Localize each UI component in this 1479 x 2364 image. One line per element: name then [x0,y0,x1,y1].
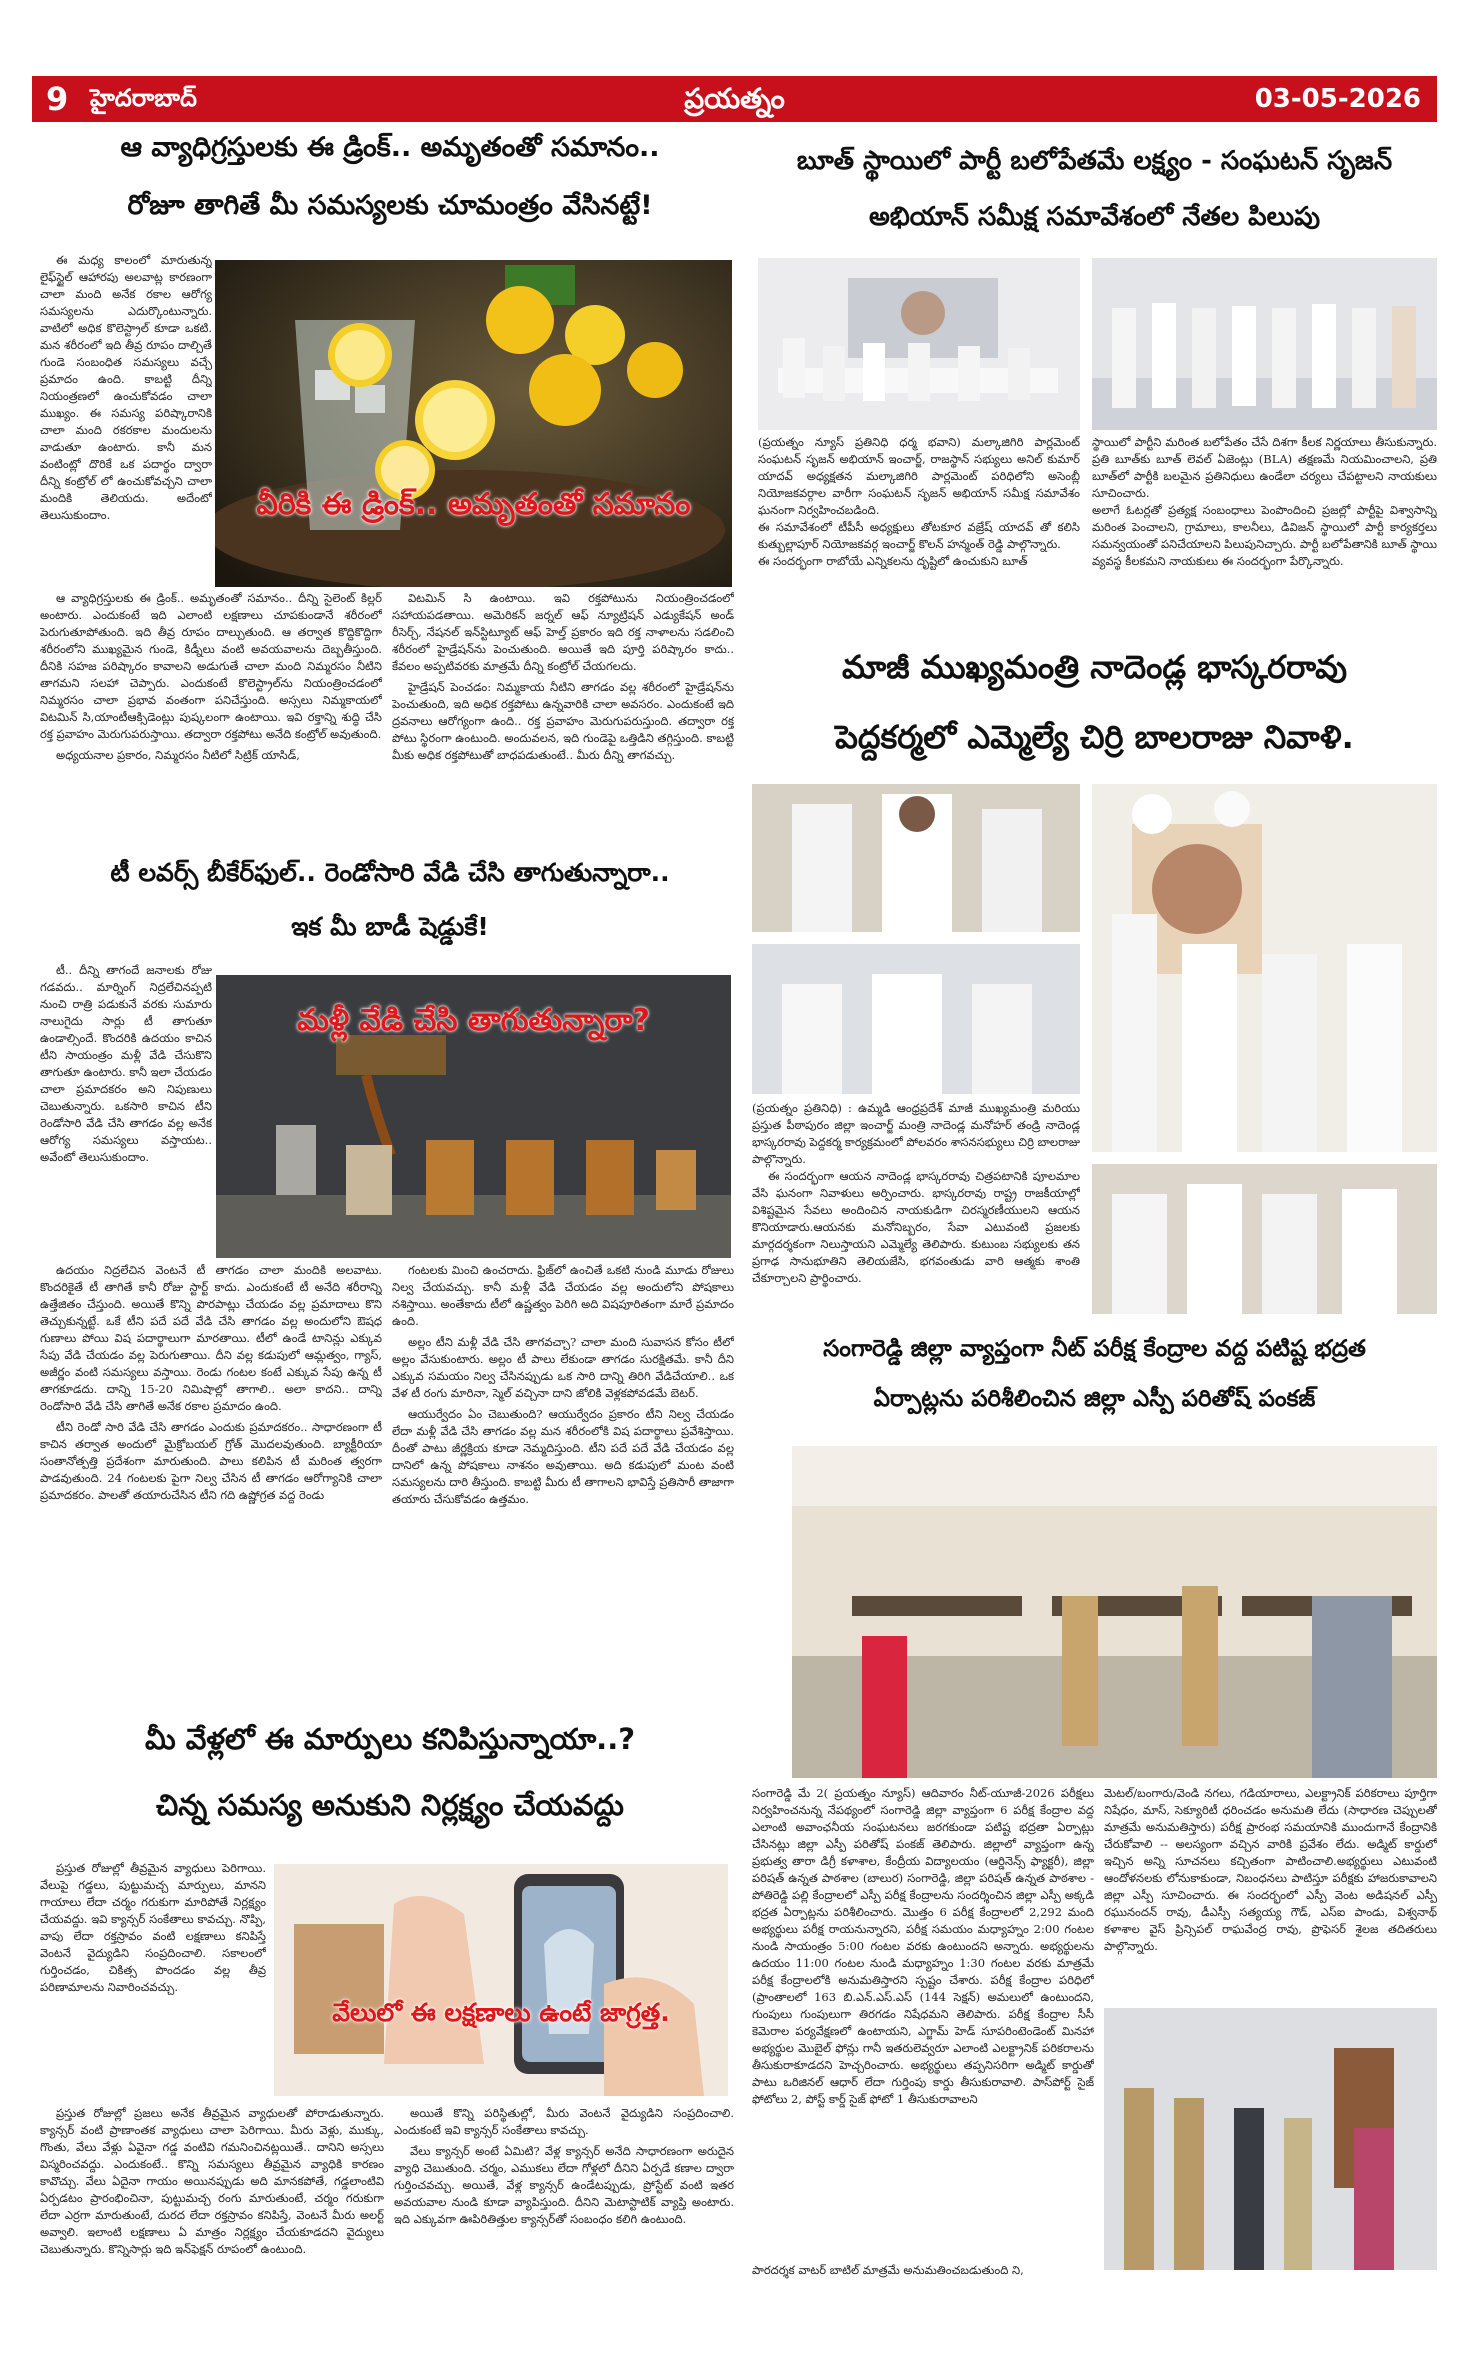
cm-portrait-photo [1092,784,1437,1152]
booth-headline-2: అభియాన్ సమీక్ష సమావేశంలో నేతల పిలుపు [868,202,1321,232]
tea-paragraph: టీ.. దీన్ని తాగందే జనాలకు రోజు గడవదు.. మార్నింగ్ నిద్రలేచినప్పటి నుంచి రాత్రి పడుకునే వరకు సుమారు నాలుగైదు సార్లు టీ తాగుతూ ఉండాల్సిందే. కొందరికి ఉదయం కాచిన టీని సాయంత్రం మళ్లీ వేడి చేసుకొని తాగుతూ ఉంటారు. కానీ ఇలా చేయడం చాలా ప్రమాదకరం అని నిపుణులు చెబుతున్నారు. ఒకసారి కాచిన టీని రెండోసారి వేడి చేసి తాగడం వల్ల అనేక ఆరోగ్య సమస్యలు వస్తాయట.. అవేంటో తెలుసుకుందాం. [40,963,212,1164]
neet-body-tail [752,2262,1437,2302]
tribute-illustration [752,944,1080,1094]
drink-paragraph: ఆ వ్యాధిగ్రస్తులకు ఈ డ్రింక్.. అమృతంతో సమానం.. దీన్ని సైలెంట్ కిల్లర్ అంటారు. ఎందుకంటే ఇది ఎలాంటి లక్షణాలు చూపకుండానే శరీరంలో పెరుగుతూపోతుంది. ఇది తీవ్ర రూపం దాల్చుతుంది. ఆ తర్వాత కొద్దికొద్దిగా శరీరంలోని ముఖ్యమైన గుండె, కిడ్నీలు వంటి అవయవాలను దెబ్బతీస్తుంది. దీనికి సహజ పరిష్కారం కావాలని అడుగుతే చాలా మంది నిమ్మరసం నీటిని తాగమని సలహా చెప్పారు. ఎందుకంటే కొలెస్ట్రాల్‌ను నియంత్రించడంలో నిమ్మరసం చాలా ప్రభావ వంతంగా పనిచేస్తుంది. అస్సలు నిమ్మకాయలో విటమిన్ సి,యాంటీఆక్సిడెంట్లు పుష్కలంగా ఉంటాయి. ఇవి రక్తాన్ని శుద్ధి చేసి రక్త ప్రవాహం మెరుగుపరుస్తాయి. తద్వారా రక్తపోటు అనేది కంట్రోల్ అవుతుంది. [40,591,382,741]
drink-headline-2: రోజూ తాగితే మీ సమస్యలకు చూమంత్రం వేసినట్టే! [127,190,653,221]
nails-body-col1 [40,1860,266,2102]
drink-paragraph: ఈ మధ్య కాలంలో మారుతున్న లైఫ్‌స్టైల్ ఆహారపు అలవాట్ల కారణంగా చాలా మంది అనేక రకాల ఆరోగ్య సమస్యలను ఎదుర్కొంటున్నారు. వాటిలో అధిక కొలెస్ట్రాల్ కూడా ఒకటి. మన శరీరంలో ఇది తీవ్ర రూపం దాల్చితే గుండె సంబంధిత సమస్యలు వచ్చే ప్రమాదం ఉంది. కాబట్టి దీన్ని నియంత్రణలో ఉంచుకోవడం చాలా ముఖ్యం. ఈ సమస్య పరిష్కారానికి చాలా మంది రకరకాల మందులను వాడుతూ ఉంటారు. కానీ మన వంటింట్లో దొరికే ఒక పదార్థం ద్వారా దీన్ని కంట్రోల్ లో ఉంచుకోవచ్చని చాలా మందికి తెలియదు. అదేంటో తెలుసుకుందాం. [40,253,212,522]
booth-body-col1 [758,434,1080,598]
lemon-water-illustration [215,260,732,587]
edition-date: 03-05-2026 [1254,84,1421,114]
booth-meeting-photo-1 [758,258,1080,430]
nails-headline-2: చిన్న సమస్య అనుకుని నిర్లక్ష్యం చేయవద్దు [156,1788,624,1822]
tea-paragraph: అల్లం టీని మళ్లీ వేడి చేసి తాగవచ్చా? చాలా మంది సువాసన కోసం టీలో అల్లం వేసుకుంటారు. అల్లం టీ పాలు లేకుండా తాగడం సురక్షితమే. కానీ దీని ఎక్కువ సమయం నిల్వ చేసినప్పుడు ఒక సారి దాన్ని తిరిగి వేడిచేయాలి.. ఒక వేళ టీ రంగు మారినా, స్మెల్ వచ్చినా దాని జోలికి వెళ్లకపోవడమే బెటర్. [392,1335,734,1400]
masthead-bar [32,76,1437,122]
exam-hall-illustration [792,1446,1437,1778]
drink-paragraph: అధ్యయనాల ప్రకారం, నిమ్మరసం నీటిలో సిట్రిక్ యాసిడ్, [56,748,300,762]
drink-paragraph: హైడ్రేషన్ పెంచడం: నిమ్మకాయ నీటిని తాగడం వల్ల శరీరంలో హైడ్రేషన్‌ను పెంచుతుంది, ఇది అధిక రక్తపోటు ఉన్నవారికి చాలా అవసరం. ఎందుకంటే ఇది ద్రవనాలు ఆరోగ్యంగా ఉంది.. రక్త ప్రవాహం మెరుగుపరుస్తుంది. తద్వారా రక్త పోటు స్థిరంగా ఉంటుంది. అందువలన, ఇది గుండెపై ఒత్తిడిని తగ్గిస్తుంది. కాబట్టి మీకు అధిక రక్తపోటుతో బాధపడుతుంటే.. మీరు దీన్ని తాగవచ్చు. [392,680,734,762]
tea-body-col1 [40,962,212,1256]
tea-body-col2 [392,1262,734,1672]
cm-paragraph: (ప్రయత్నం ప్రతినిధి) : ఉమ్మడి ఆంధ్రప్రదేశ్ మాజీ ముఖ్యమంత్రి మరియు ప్రస్తుత పీఠాపురం జిల్లా ఇంచార్జ్ మంత్రి నాదెండ్ల మనోహర్ తండ్రి నాదెండ్ల భాస్కరరావు పెద్దకర్మ కార్యక్రమంలో పోలవరం శాసనసభ్యులు చిర్రి బాలరాజు పాల్గొన్నారు. [752,1101,1080,1166]
edition-city: హైదరాబాద్ [90,84,197,112]
booth-paragraph: అలాగే ఓటర్లతో ప్రత్యక్ష సంబంధాలు పెంపొందించి ప్రజల్లో పార్టీపై విశ్వాసాన్ని మరింత పెంచాలని, గ్రామాలు, కాలనీలు, డివిజన్ స్థాయిలో పార్టీ కార్యకర్తలు సమన్వయంతో పనిచేయాలని పిలుపునిచ్చారు. పార్టీ బలోపేతానికి బూత్ స్థాయి వ్యవస్థ కీలకమని నాయకులు ఈ సందర్భంగా పేర్కొన్నారు. [1092,503,1437,568]
tea-paragraph: ఆయుర్వేదం ఏం చెబుతుంది? ఆయుర్వేదం ప్రకారం టీని నిల్వ చేయడం లేదా మళ్లీ వేడి చేసి తాగడం వల్ల మన శరీరంలోకి విష పదార్థాలు ప్రవేశిస్తాయి. దీంతో పాటు జీర్ణక్రియ కూడా నెమ్మదిస్తుంది. టీని పదే పదే వేడి చేయడం వల్ల దానిలో ఉన్న పోషకాలు నాశనం అవుతాయి. అది కడుపులో మంట వంటి సమస్యలను దారి తీస్తుంది. కాబట్టి మీరు టీ తాగాలని భావిస్తే ప్రతిసారీ తాజాగా తయారు చేసుకోవడం ఉత్తమం. [392,1407,734,1506]
nails-paragraph: వేలు క్యాన్సర్ అంటే ఏమిటి? వేళ్ల క్యాన్సర్ అనేది సాధారణంగా అరుదైన వ్యాధి చెబుతుంది. చర్మం, ఎముకలు లేదా గోళ్లలో దీనిని ఏర్పడే కణాల ద్వారా గుర్తించవచ్చు. అయితే, వేళ్ల క్యాన్సర్ ఉండేటప్పుడు, ప్రోస్టేట్ వంటి ఇతర అవయవాల నుండి కూడా వ్యాపిస్తుంది. దీనిని మెటాస్టాటిక్ వ్యాప్తి అంటారు. ఇది ఎక్కువగా ఊపిరితిత్తుల క్యాన్సర్‌తో సంబంధం కలిగి ఉంటుంది. [394,2144,734,2226]
neet-body-col2 [1104,1785,1437,1969]
neet-headline-1: సంగారెడ్డి జిల్లా వ్యాప్తంగా నీట్ పరీక్ష కేంద్రాల వద్ద పటిష్ట భద్రత [823,1336,1366,1362]
booth-paragraph: ఈ సందర్భంగా రాబోయే ఎన్నికలను దృష్టిలో ఉంచుకుని బూత్ [758,554,1028,568]
tea-headline-2: ఇక మీ బాడీ షెడ్డుకే! [291,912,489,941]
neet-body-col1 [752,1785,1094,2255]
neet-paragraph: పారదర్శక వాటర్ బాటిల్ మాత్రమే అనుమతించబడుతుంది ని, [752,2263,1024,2277]
tribute-illustration [1092,1164,1437,1314]
booth-body-col2 [1092,434,1437,598]
nails-paragraph: ప్రస్తుత రోజుల్లో తీవ్రమైన వ్యాధులు పెరిగాయి. వేలుపై గడ్డలు, పుట్టుమచ్చ మార్పులు, మానని గాయాలు లేదా చర్మం గరుకుగా మారిపోతే నిర్లక్ష్యం చేయవద్దు. ఇవి క్యాన్సర్ సంకేతాలు కావచ్చు. నొప్పి, వాపు లేదా రక్తస్రావం వంటి లక్షణాలు కనిపిస్తే వెంటనే వైద్యుడిని సంప్రదించాలి. సకాలంలో గుర్తించడం, చికిత్స పొందడం వల్ల తీవ్ర పరిణామాలను నివారించవచ్చు. [40,1861,266,1994]
tea-image-caption: మళ్లీ వేడి చేసి తాగుతున్నారా? [297,1003,650,1038]
neet-inspection-photo [792,1446,1437,1778]
nails-paragraph: అయితే కొన్ని పరిస్థితుల్లో, మీరు వెంటనే వైద్యుడిని సంప్రదించాలి. ఎందుకంటే ఇవి క్యాన్సర్ సంకేతాలు కావచ్చు. [394,2106,734,2137]
tea-paragraph: గంటలకు మించి ఉంచరాదు. ఫ్రిజ్‌లో ఉంచితే ఒకటి నుండి మూడు రోజులు నిల్వ చేయవచ్చు. కానీ మళ్లీ వేడి చేయడం వల్ల అందులోని పోషకాలు నశిస్తాయి. అంతేకాదు టీలో ఉష్ణత్వం పెరిగి అది విషపూరితంగా మారే ప్రమాదం ఉంది. [392,1263,734,1328]
drink-headline-1: ఆ వ్యాధిగ్రస్తులకు ఈ డ్రింక్.. అమృతంతో సమానం.. [120,132,660,163]
neet-paragraph: మెటల్/బంగారు/వెండి నగలు, గడియారాలు, ఎలక్ట్రానిక్ పరికరాలు పూర్తిగా నిషేధం, మాస్, సెక్యూరిటీ ధరించడం అనుమతి లేదు (సాధారణ చెప్పులతో మాత్రమే అనుమతిస్తారు) పరీక్ష ప్రారంభ సమయానికి ముందుగానే కేంద్రానికి చేరుకోవాలి -- అలస్యంగా వచ్చిన వారికి ప్రవేశం లేదు. అడ్మిట్ కార్డులో ఇచ్చిన అన్ని సూచనలు కచ్చితంగా పాటించాలి.అభ్యర్థులు ఎటువంటి ఆందోళనలకు లోనుకాకుండా, నిబంధనలు పాటిస్తూ పరీక్షకు హాజరుకావాలని జిల్లా ఎస్పీ సూచించారు. ఈ సందర్భంలో ఎస్పీ వెంట అడిషనల్ ఎస్పీ రఘునందన్ రావు, డీఎస్పీ సత్యయ్య గౌడ్, ఎస్ఐ పాండు, విశ్వనాథ్ కళాశాల వైస్ ప్రిన్సిపల్ రాఘవేంద్ర రావు, ప్రొఫెసర్ శైలజ తదితరులు పాల్గొన్నారు. [1104,1786,1437,1953]
nails-body-col1b [40,2105,384,2325]
tribute-illustration [752,784,1080,932]
cm-caption-col1 [752,1100,1080,1310]
tea-body-col1b [40,1262,382,1672]
booth-paragraph: (ప్రయత్నం న్యూస్ ప్రతినిధి ధర్మ భవాని) మల్కాజిగిరి పార్లమెంట్ సంఘటన్ సృజన్ అభియాన్ ఇంచార్జ్, రాజస్థాన్ సభ్యులు అనిల్ కుమార్ యాదవ్ అధ్యక్షతన మల్కాజిగిరి పార్లమెంట్ పరిధిలోని అసెంబ్లీ నియోజకవర్గాల వారీగా సంఘటన్ సృజన్ అభియాన్ సమీక్ష సమావేశం ఘనంగా నిర్వహించబడింది. [758,435,1080,517]
drink-image-caption: వీరికి ఈ డ్రింక్.. అమృతంతో సమానం [256,487,691,522]
booth-meeting-photo-2 [1092,258,1437,430]
booth-paragraph: స్థాయిలో పార్టీని మరింత బలోపేతం చేసే దిశగా కీలక నిర్ణయాలు తీసుకున్నారు. ప్రతి బూత్‌కు బూత్ లెవల్ ఏజెంట్లు (BLA) తక్షణమే నియమించాలని, ప్రతి బూత్‌లో పార్టీకి బలమైన ప్రతినిధులు ఉండేలా చర్యలు చేపట్టాలని నాయకులు సూచించారు. [1092,435,1437,500]
neet-police-photo [1104,2008,1437,2270]
cm-headline-2: పెద్దకర్మలో ఎమ్మెల్యే చిర్రి బాలరాజు నివాళి. [835,718,1354,756]
booth-paragraph: ఈ సమావేశంలో టీపీసీ అధ్యక్షులు తోటకూర వజ్రేష్ యాదవ్ తో కలిసి కుత్బుల్లాపూర్ నియోజకవర్గ ఇంచార్జ్ కొలన్ హన్మంత్ రెడ్డి పాల్గొన్నారు. [758,520,1080,551]
booth-headline-1: బూత్ స్థాయిలో పార్టీ బలోపేతమే లక్ష్యం - సంఘటన్ సృజన్ [796,146,1393,176]
cm-headline-1: మాజీ ముఖ్యమంత్రి నాదెండ్ల భాస్కరరావు [841,648,1348,686]
nails-body-col2 [394,2105,734,2325]
tea-headline-1: టీ లవర్స్ బీకేర్‌ఫుల్.. రెండోసారి వేడి చేసి తాగుతున్నారా.. [110,858,670,887]
neet-paragraph: సంగారెడ్డి మే 2( ప్రయత్నం న్యూస్) ఆదివారం నీట్-యూజీ-2026 పరీక్షలు నిర్వహించనున్న నేపథ్యంలో సంగారెడ్డి జిల్లా వ్యాప్తంగా 6 పరీక్ష కేంద్రాల వద్ద ఎలాంటి అవాంఛనీయ సంఘటనలు జరగకుండా పటిష్ట భద్రతా ఏర్పాట్లు చేసినట్లు జిల్లా ఎస్పీ పరితోష్ పంకజ్ తెలిపారు. జిల్లాలో వ్యాప్తంగా ఉన్న ప్రభుత్వ తారా డిగ్రీ కళాశాల, కేంద్రీయ విద్యాలయం (ఆర్డినెన్స్ ఫ్యాక్టరీ), జిల్లా పరిషత్ ఉన్నత పాఠశాల (బాలుర) సంగారెడ్డి, జిల్లా పరిషత్ ఉన్నత పాఠశాల - పోతిరెడ్డి పల్లి కేంద్రాలలో ఎస్పీ పరీక్ష కేంద్రాలను సందర్శించిన జిల్లా ఎస్పీ అక్కడి భద్రత ఏర్పాట్లను పరిశీలించారు. మొత్తం 6 పరీక్ష కేంద్రాలలో 2,292 మంది అభ్యర్థులు పరీక్ష రాయనున్నారని, పరీక్ష సమయం మధ్యాహ్నం 2:00 గంటల నుండి సాయంత్రం 5:00 గంటల వరకు ఉంటుందని అన్నారు. అభ్యర్థులను ఉదయం 11:00 గంటల నుండి మధ్యాహ్నం 1:30 గంటల వరకు మాత్రమే పరీక్ష కేంద్రాలలోకి అనుమతిస్తారని స్పష్టం చేశారు. పరీక్ష కేంద్రాల పరిధిలో (ప్రాంతాలలో 163 బి.ఎన్.ఎస్.ఎస్ (144 సెక్షన్) అమలులో ఉంటుందని, గుంపులు గుంపులుగా తిరగడం నిషేధమని తెలిపారు. పరీక్ష కేంద్రాల సీసీ కెమెరాల పర్యవేక్షణలో ఉంటాయని, ఎగ్జామ్ హెడ్ సూపరింటెండెంట్ మినహా అభ్యర్థుల మొబైల్ ఫోన్లు గానీ ఇతరులెవ్వరూ ఎలాంటి ఎలక్ట్రానిక్ పరికరాలను తీసుకురాకూడదని హెచ్చరించారు. అభ్యర్థులు తప్పనిసరిగా అడ్మిట్ కార్డుతో పాటు ఒరిజినల్ ఆధార్ లేదా గుర్తింపు కార్డు తీసుకురావాలి. పాస్‌పోర్ట్ సైజ్ ఫోటోలు 2, పోస్ట్ కార్డ్ సైజ్ ఫోటో 1 తీసుకురావాలని [752,1786,1094,2106]
tea-paragraph: ఉదయం నిద్రలేచిన వెంటనే టీ తాగడం చాలా మందికి అలవాటు. కొందరికైతే టీ తాగితే కానీ రోజు స్టార్ట్ కాదు. ఎందుకంటే టీ అనేది శరీరాన్ని ఉత్తేజితం చేస్తుంది. అయితే కొన్ని పొరపాట్లు చేయడం వల్ల ప్రమాదాలు కొని తెచ్చుకున్నట్టే. ఒకే టీని పదే పదే వేడి చేసి తాగడం వల్ల అందులోని ఔషధ గుణాలు పోయి విష పదార్థాలుగా మారతాయి. టీలో ఉండే టానిన్లు ఎక్కువ సేపు వేడి చేయడం వల్ల పెరుగుతాయి. దీని వల్ల కడుపులో ఆమ్లత్వం, గ్యాస్, అజీర్ణం వంటి సమస్యలు వస్తాయి. రెండు గంటల కంటే ఎక్కువ సేపు ఉన్న టీ తాగకూడదు. దాన్ని 15-20 నిమిషాల్లో తాగాలి.. అలా కాదని.. దాన్ని రెండోసారి వేడి చేసి తాగితే అనేక రకాల ప్రమాదం ఉంది. [40,1263,382,1413]
nails-image-caption: వేలులో ఈ లక్షణాలు ఉంటే జాగ్రత్త. [332,1998,670,2027]
tea-paragraph: టీని రెండో సారి వేడి చేసి తాగడం ఎందుకు ప్రమాదకరం.. సాధారణంగా టీ కాచిన తర్వాత అందులో మైక్రోబయల్ గ్రోత్ మొదలవుతుంది. బ్యాక్టీరియా సంతానోత్పత్తి ప్రదేశంగా మారుతుంది. పాలు కలిపిన టీ మరింత త్వరగా పాడవుతుంది. 24 గంటలకు పైగా నిల్వ చేసిన టీ తాగడం ఆరోగ్యానికి చాలా ప్రమాదకరం. పాలతో తయారుచేసిన టీని గది ఉష్ణోగ్రత వద్ద రెండు [40,1420,382,1502]
newspaper-brand: ప్రయత్నం [684,82,785,115]
tea-glasses-photo [216,975,731,1258]
cm-photo-3 [1092,1164,1437,1314]
portrait-illustration [1092,784,1437,1152]
cm-paragraph: ఈ సందర్భంగా ఆయన నాదెండ్ల భాస్కరరావు చిత్రపటానికి పూలమాల వేసి ఘనంగా నివాళులు అర్పించారు. భాస్కరరావు రాష్ట్ర రాజకీయాల్లో విశిష్టమైన సేవలు అందించిన నాయకుడిగా చిరస్మరణీయులని ఆయన కొనియాడారు.ఆయనకు మనోనిబ్బరం, సేవా ఎటువంటి ప్రజలకు మార్గదర్శకంగా నిలుస్తాయని ఎమ్మెల్యే తెలిపారు. కుటుంబ సభ్యులకు తన ప్రగాఢ సానుభూతిని తెలియజేసి, భగవంతుడు వారి ఆత్మకు శాంతి చేకూర్చాలని ప్రార్థించారు. [752,1169,1080,1285]
drink-body-col1 [40,252,212,587]
nails-headline-1: మీ వేళ్లలో ఈ మార్పులు కనిపిస్తున్నాయా..? [144,1722,636,1756]
neet-headline-2: ఏర్పాట్లను పరిశీలించిన జిల్లా ఎస్పీ పరితోష్ పంకజ్ [873,1386,1316,1412]
drink-paragraph: విటమిన్ సి ఉంటాయి. ఇవి రక్తపోటును నియంత్రించడంలో సహాయపడతాయి. అమెరికన్ జర్నల్ ఆఫ్ న్యూట్రిషన్ ఎడ్యుకేషన్ అండ్ రీసెర్చ్, నేషనల్ ఇన్‌స్టిట్యూట్ ఆఫ్ హెల్త్ ప్రకారం ఇది రక్త నాళాలను సడలించి శరీరంలో హైడ్రేషన్‌ను పెంచుతుంది. అయితే ఇది పూర్తి పరిష్కారం కాదు.. కేవలం అప్పటివరకు మాత్రమే దీన్ని కంట్రోల్ చేయగలదు. [392,591,734,673]
hand-phone-photo [274,1864,728,2096]
meeting-illustration [758,258,1080,430]
police-illustration [1104,2008,1437,2270]
drink-body-col1b [40,590,382,820]
drink-body-col2 [392,590,734,820]
group-illustration [1092,258,1437,430]
hand-illustration [274,1864,728,2096]
cm-photo-2 [752,944,1080,1094]
page-number: 9 [46,80,69,118]
nails-paragraph: ప్రస్తుత రోజుల్లో ప్రజలు అనేక తీవ్రమైన వ్యాధులతో పోరాడుతున్నారు. క్యాన్సర్ వంటి ప్రాణాంతక వ్యాధులు చాలా పెరిగాయి. మీరు వెళ్లు, ముక్కు, గొంతు, వేలు వేళ్లు ఏవైనా గడ్డ వంటివి గమనించినట్లయితే.. దానిని అస్సలు విస్మరించవద్దు. ఎందుకంటే.. కొన్ని సమస్యలు తీవ్రమైన వ్యాధికి కారణం కావొచ్చు. వేలు ఏదైనా గాయం అయినప్పుడు అది మానకపోతే, గడ్డలాంటివి ఏర్పడటం ప్రారంభించినా, పుట్టుమచ్చ రంగు మారుతుంటే, చర్మం గరుకుగా లేదా ఎర్రగా మారుతుంటే, దురద లేదా రక్తస్రావం కనిపిస్తే, వెంటనే మీరు అలర్ట్ అవ్వాలి. ఇలాంటి లక్షణాలు ఏ మాత్రం నిర్లక్ష్యం చేయకూడదని వైద్యులు చెబుతున్నారు. కొన్నిసార్లు ఇది ఇన్‌ఫెక్షన్ రూపంలో ఉంటుంది. [40,2106,384,2256]
lemon-water-photo [215,260,732,587]
cm-photo-1 [752,784,1080,932]
